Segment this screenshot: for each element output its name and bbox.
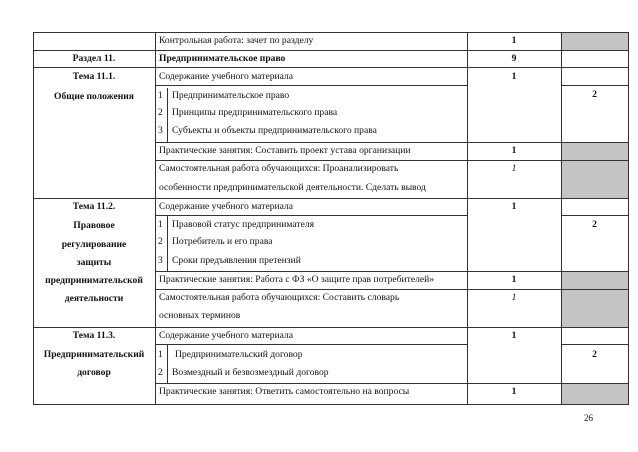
hours-value: 1 bbox=[511, 330, 517, 341]
practice-text: Практические занятия: Работа с ФЗ «О защите прав потребителей» bbox=[159, 274, 435, 285]
item-text: Правовой статус предпринимателя bbox=[172, 219, 315, 230]
practice-hours: 1 bbox=[511, 274, 517, 285]
practice-text: Практические занятия: Составить проект устава организации bbox=[159, 145, 411, 156]
table-border bbox=[33, 327, 629, 328]
item-number: 1 bbox=[158, 349, 163, 360]
section-content: Предпринимательское право bbox=[159, 53, 286, 64]
shaded-cell bbox=[561, 384, 628, 404]
selfwork-hours: 1 bbox=[511, 163, 517, 174]
item-text: Возмездный и безвозмездный договор bbox=[172, 367, 329, 378]
table-border bbox=[155, 142, 629, 143]
table-border bbox=[628, 32, 629, 404]
shaded-cell bbox=[561, 33, 628, 50]
table-border bbox=[155, 32, 156, 404]
hours-value: 1 bbox=[511, 201, 517, 212]
table-border bbox=[155, 85, 467, 86]
page-number: 26 bbox=[584, 413, 593, 423]
item-text: Предпринимательский договор bbox=[175, 349, 303, 360]
topic-number: Тема 11.3. bbox=[72, 330, 116, 341]
table-border bbox=[467, 32, 468, 404]
item-text: Сроки предъявления претензий bbox=[172, 255, 301, 266]
level-value: 2 bbox=[592, 349, 597, 360]
topic-title: Предпринимательский bbox=[43, 349, 145, 360]
table-border bbox=[167, 88, 168, 142]
hours-value: 1 bbox=[511, 35, 517, 46]
selfwork-text: особенности предпринимательской деятельности. Сделать вывод bbox=[159, 182, 426, 193]
selfwork-text: Самостоятельная работа обучающихся: Проанализировать bbox=[159, 163, 399, 174]
topic-number: Тема 11.1. bbox=[72, 71, 116, 82]
item-number: 2 bbox=[158, 107, 163, 118]
table-border bbox=[167, 215, 168, 271]
content-header: Содержание учебного материала bbox=[159, 71, 294, 82]
table-border bbox=[33, 198, 629, 199]
item-number: 3 bbox=[158, 125, 163, 136]
topic-title: деятельности bbox=[64, 293, 124, 304]
table-border bbox=[155, 289, 629, 290]
table-border bbox=[167, 345, 168, 383]
shaded-cell bbox=[561, 272, 628, 327]
table-border bbox=[155, 383, 629, 384]
topic-title: Правовое bbox=[73, 220, 115, 231]
item-number: 2 bbox=[158, 236, 163, 247]
table-border bbox=[561, 344, 628, 345]
hours-value: 1 bbox=[511, 71, 517, 82]
table-border bbox=[33, 67, 629, 68]
content-header: Содержание учебного материала bbox=[159, 201, 294, 212]
topic-title: Общие положения bbox=[53, 91, 134, 102]
item-text: Потребитель и его права bbox=[172, 236, 273, 247]
practice-text: Практические занятия: Ответить самостоятельно на вопросы bbox=[159, 386, 410, 397]
selfwork-hours: 1 bbox=[511, 292, 517, 303]
item-text: Субъекты и объекты предпринимательского права bbox=[172, 125, 377, 136]
topic-title: защиты bbox=[76, 257, 112, 268]
table-border bbox=[33, 50, 629, 51]
item-number: 1 bbox=[158, 219, 163, 230]
table-border bbox=[33, 32, 629, 33]
topic-number: Тема 11.2. bbox=[72, 201, 116, 212]
practice-hours: 1 bbox=[511, 145, 517, 156]
table-border bbox=[155, 215, 467, 216]
table-border bbox=[155, 160, 629, 161]
hours-value: 9 bbox=[511, 53, 517, 64]
shaded-cell bbox=[561, 143, 628, 198]
item-text: Принципы предпринимательского права bbox=[172, 107, 338, 118]
section-title: Раздел 11. bbox=[72, 53, 116, 64]
topic-title: предпринимательской bbox=[45, 275, 143, 286]
topic-title: договор bbox=[77, 367, 111, 378]
table-border bbox=[155, 271, 629, 272]
selfwork-text: основных терминов bbox=[159, 310, 241, 321]
level-value: 2 bbox=[592, 219, 597, 230]
table-border bbox=[155, 344, 467, 345]
topic-title: регулирование bbox=[61, 239, 127, 250]
table-border bbox=[561, 215, 628, 216]
level-value: 2 bbox=[592, 89, 597, 100]
item-text: Предпринимательское право bbox=[172, 90, 290, 101]
table-border bbox=[33, 404, 629, 405]
item-number: 3 bbox=[158, 255, 163, 266]
content-text: Контрольная работа: зачет по разделу bbox=[159, 35, 314, 46]
content-header: Содержание учебного материала bbox=[159, 330, 294, 341]
selfwork-text: Самостоятельная работа обучающихся: Составить словарь bbox=[159, 292, 400, 303]
practice-hours: 1 bbox=[511, 386, 517, 397]
item-number: 2 bbox=[158, 367, 163, 378]
table-border bbox=[561, 85, 628, 86]
item-number: 1 bbox=[158, 90, 163, 101]
